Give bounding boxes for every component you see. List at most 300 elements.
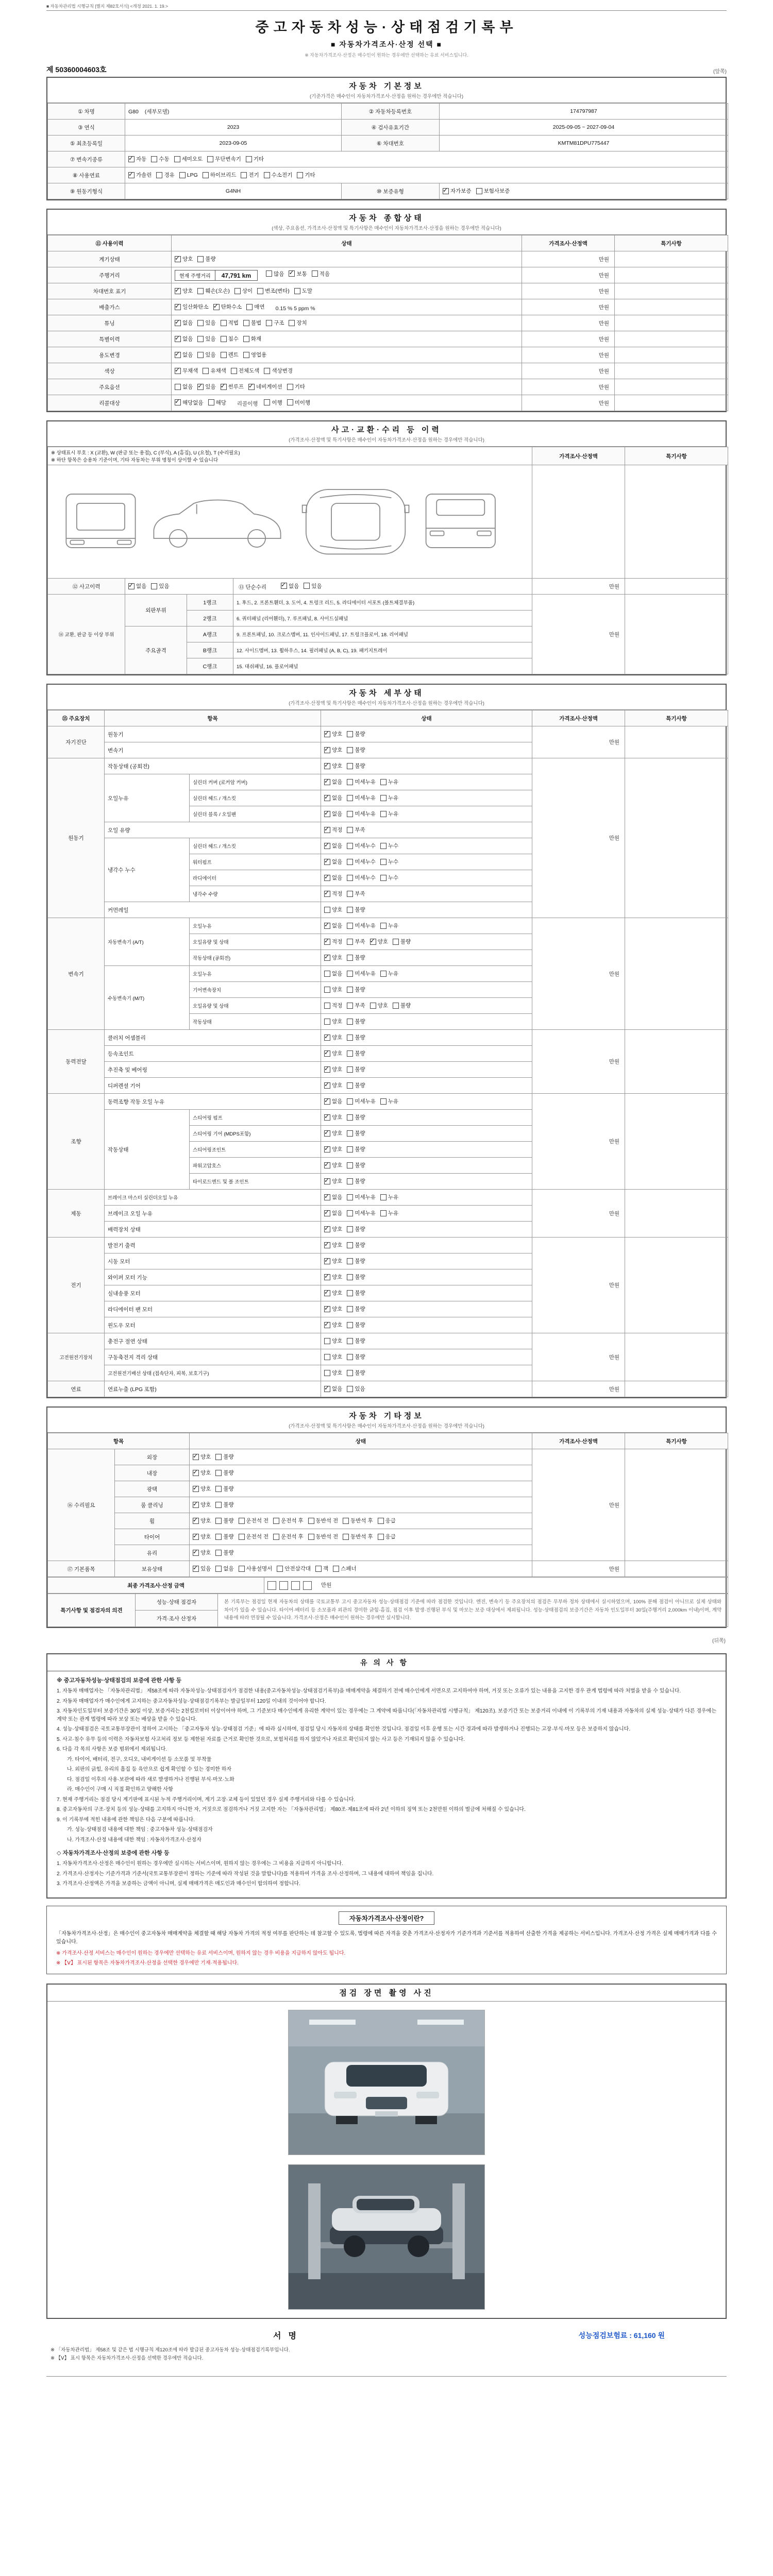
checkbox[interactable] bbox=[324, 1290, 330, 1296]
checkbox[interactable] bbox=[324, 1354, 330, 1360]
checkbox[interactable] bbox=[215, 1550, 222, 1556]
checkbox[interactable] bbox=[197, 352, 204, 358]
checkbox[interactable] bbox=[324, 1178, 330, 1184]
checkbox[interactable] bbox=[347, 1082, 353, 1089]
checkbox[interactable] bbox=[347, 1370, 353, 1376]
checkbox[interactable] bbox=[246, 304, 253, 310]
checkbox[interactable] bbox=[197, 320, 204, 326]
checkbox[interactable] bbox=[197, 384, 204, 390]
checkbox[interactable] bbox=[324, 827, 330, 833]
cell-text: C랭크 bbox=[203, 663, 217, 670]
checkbox[interactable] bbox=[215, 1470, 222, 1476]
checkbox[interactable] bbox=[193, 1518, 199, 1524]
checkbox-label: 불량 bbox=[355, 1242, 365, 1249]
checkbox[interactable] bbox=[266, 270, 272, 277]
checkbox-group bbox=[324, 1132, 370, 1138]
checkbox-item bbox=[175, 383, 193, 391]
notices-part1-title: ※ 중고자동차성능·상태점검의 보증에 관한 사항 등 bbox=[57, 1677, 182, 1684]
checkbox[interactable] bbox=[287, 399, 293, 405]
checkbox[interactable] bbox=[208, 399, 214, 405]
checkbox[interactable] bbox=[347, 1146, 353, 1153]
checkbox-item bbox=[324, 1129, 342, 1137]
checkbox[interactable] bbox=[324, 779, 330, 785]
signature-space[interactable] bbox=[304, 2329, 365, 2342]
checkbox[interactable] bbox=[378, 1518, 384, 1524]
section-note: (가격조사·산정액 및 특기사항은 매수인이 자동차가격조사·산정을 원하는 경우에만 적습니다) bbox=[289, 1423, 484, 1429]
label-cell bbox=[48, 151, 125, 167]
checkbox[interactable] bbox=[243, 352, 249, 358]
checkbox[interactable] bbox=[343, 1534, 349, 1540]
checkbox-item bbox=[380, 794, 398, 802]
checkbox-item bbox=[380, 810, 398, 818]
checkbox-label: 부족 bbox=[355, 939, 365, 945]
checkbox[interactable] bbox=[347, 747, 353, 753]
checkbox[interactable] bbox=[347, 939, 353, 945]
checkbox[interactable] bbox=[193, 1534, 199, 1540]
checkbox[interactable] bbox=[347, 795, 353, 801]
checkbox-item bbox=[289, 319, 307, 327]
checkbox[interactable] bbox=[347, 1035, 353, 1041]
status-cell bbox=[321, 1110, 532, 1126]
status-cell bbox=[190, 1529, 532, 1545]
checkbox-group bbox=[324, 749, 370, 755]
checkbox[interactable] bbox=[324, 747, 330, 753]
checkbox[interactable] bbox=[347, 1322, 353, 1328]
checkbox[interactable] bbox=[215, 1566, 222, 1572]
checkbox[interactable] bbox=[324, 971, 330, 977]
checkbox-item bbox=[287, 399, 310, 406]
checkbox-label: 해당없음 bbox=[182, 399, 204, 406]
checkbox[interactable] bbox=[370, 1003, 376, 1009]
checkbox-item bbox=[273, 1517, 304, 1524]
checkbox[interactable] bbox=[277, 1566, 283, 1572]
checkbox[interactable] bbox=[151, 583, 157, 589]
checkbox[interactable] bbox=[197, 336, 204, 342]
checkbox-label: 부족 bbox=[355, 827, 365, 834]
value-cell bbox=[190, 998, 321, 1014]
checkbox[interactable] bbox=[324, 1274, 330, 1280]
label-cell bbox=[48, 379, 172, 395]
checkbox-group bbox=[324, 844, 403, 851]
value-cell bbox=[105, 1206, 321, 1222]
checkbox[interactable] bbox=[333, 1566, 339, 1572]
cell-text: 자동변속기 (A/T) bbox=[108, 940, 144, 945]
checkbox-label: 미이행 bbox=[294, 399, 311, 406]
value-cell bbox=[105, 742, 321, 758]
checkbox[interactable] bbox=[324, 763, 330, 769]
checkbox[interactable] bbox=[347, 987, 353, 993]
checkbox-item bbox=[308, 1533, 339, 1540]
checkbox[interactable] bbox=[380, 923, 386, 929]
checkbox[interactable] bbox=[443, 188, 449, 194]
checkbox[interactable] bbox=[213, 304, 220, 310]
checkbox[interactable] bbox=[264, 172, 270, 178]
checkbox[interactable] bbox=[193, 1486, 199, 1492]
checkbox[interactable] bbox=[380, 859, 386, 865]
checkbox[interactable] bbox=[151, 156, 157, 162]
checkbox-group bbox=[221, 385, 310, 392]
checkbox[interactable] bbox=[287, 384, 293, 390]
checkbox-label: 불량 bbox=[223, 1454, 234, 1461]
checkbox[interactable] bbox=[294, 288, 300, 294]
checkbox[interactable] bbox=[347, 1306, 353, 1312]
checkbox[interactable] bbox=[324, 955, 330, 961]
checkbox-label: 훼손(오손) bbox=[205, 288, 230, 295]
checkbox[interactable] bbox=[347, 1210, 353, 1216]
checkbox[interactable] bbox=[324, 843, 330, 849]
checkbox[interactable] bbox=[281, 583, 287, 589]
checkbox[interactable] bbox=[347, 1178, 353, 1184]
label-cell bbox=[115, 1481, 190, 1497]
checkbox-group bbox=[239, 1567, 361, 1573]
checkbox[interactable] bbox=[257, 288, 263, 294]
checkbox[interactable] bbox=[347, 1114, 353, 1121]
checkbox-label: 양호 bbox=[332, 1338, 343, 1345]
label-cell bbox=[48, 1561, 115, 1577]
checkbox-item bbox=[324, 1225, 342, 1233]
table-row bbox=[48, 135, 728, 151]
checkbox[interactable] bbox=[239, 1518, 245, 1524]
checkbox-item bbox=[370, 1002, 388, 1009]
signature-label: 서명 bbox=[273, 2332, 304, 2341]
checkbox[interactable] bbox=[476, 188, 482, 194]
value-cell bbox=[532, 1094, 625, 1190]
checkbox-label: 미세누유 bbox=[355, 795, 376, 802]
label-cell bbox=[48, 363, 172, 379]
amount-box[interactable] bbox=[279, 1581, 288, 1590]
checkbox[interactable] bbox=[239, 1534, 245, 1540]
checkbox[interactable] bbox=[215, 1518, 222, 1524]
checkbox[interactable] bbox=[324, 923, 330, 929]
checkbox[interactable] bbox=[380, 1194, 386, 1200]
checkbox[interactable] bbox=[380, 811, 386, 817]
checkbox[interactable] bbox=[347, 859, 353, 865]
status-cell bbox=[321, 1381, 532, 1397]
checkbox-label: 응급 bbox=[385, 1534, 396, 1540]
checkbox[interactable] bbox=[197, 288, 204, 294]
checkbox[interactable] bbox=[347, 1274, 353, 1280]
checkbox-label: 기타 bbox=[253, 156, 264, 163]
checkbox-label: 양호 bbox=[332, 1019, 343, 1025]
checkbox[interactable] bbox=[347, 891, 353, 897]
checkbox[interactable] bbox=[324, 1035, 330, 1041]
checkbox[interactable] bbox=[324, 1130, 330, 1137]
bottom-rule bbox=[46, 2376, 727, 2377]
checkbox[interactable] bbox=[221, 384, 227, 390]
checkbox-group bbox=[324, 1180, 370, 1186]
checkbox[interactable] bbox=[324, 875, 330, 881]
checkbox[interactable] bbox=[175, 336, 181, 342]
checkbox[interactable] bbox=[380, 1210, 386, 1216]
checkbox[interactable] bbox=[175, 288, 181, 294]
checkbox[interactable] bbox=[347, 1098, 353, 1105]
checkbox[interactable] bbox=[324, 907, 330, 913]
value-cell bbox=[615, 283, 728, 299]
checkbox[interactable] bbox=[324, 1003, 330, 1009]
value-cell bbox=[625, 918, 728, 1030]
cell-text: 오일누유 bbox=[193, 972, 212, 977]
checkbox[interactable] bbox=[324, 1210, 330, 1216]
checkbox[interactable] bbox=[273, 1534, 279, 1540]
cell-text: ③ 연식 bbox=[78, 124, 95, 131]
checkbox[interactable] bbox=[324, 939, 330, 945]
checkbox[interactable] bbox=[324, 795, 330, 801]
checkbox[interactable] bbox=[347, 827, 353, 833]
checkbox[interactable] bbox=[324, 1098, 330, 1105]
checkbox-group bbox=[193, 1535, 239, 1541]
checkbox[interactable] bbox=[347, 1194, 353, 1200]
checkbox[interactable] bbox=[175, 320, 181, 326]
cell-text: KMTM81DPU775447 bbox=[558, 140, 610, 146]
value-cell bbox=[532, 1333, 625, 1381]
checkbox[interactable] bbox=[207, 156, 213, 162]
checkbox[interactable] bbox=[324, 891, 330, 897]
checkbox[interactable] bbox=[193, 1502, 199, 1508]
checkbox-label: 미세누수 bbox=[355, 875, 376, 882]
checkbox[interactable] bbox=[347, 1019, 353, 1025]
checkbox[interactable] bbox=[175, 352, 181, 358]
checkbox[interactable] bbox=[234, 288, 241, 294]
inspection-photo-front bbox=[288, 2010, 485, 2155]
checkbox[interactable] bbox=[324, 1370, 330, 1376]
status-cell bbox=[321, 1269, 532, 1285]
value-cell bbox=[522, 299, 615, 315]
checkbox-item bbox=[347, 1369, 365, 1377]
checkbox[interactable] bbox=[324, 1338, 330, 1344]
value-cell bbox=[522, 267, 615, 283]
checkbox[interactable] bbox=[347, 1050, 353, 1057]
checkbox[interactable] bbox=[243, 336, 249, 342]
checkbox[interactable] bbox=[324, 1146, 330, 1153]
checkbox[interactable] bbox=[347, 1003, 353, 1009]
checkbox[interactable] bbox=[203, 172, 209, 178]
checkbox[interactable] bbox=[175, 304, 181, 310]
checkbox[interactable] bbox=[315, 1566, 322, 1572]
checkbox[interactable] bbox=[128, 172, 135, 178]
cell-text: 만원 bbox=[609, 1354, 620, 1361]
label-cell bbox=[48, 758, 105, 918]
checkbox[interactable] bbox=[221, 336, 227, 342]
checkbox-item bbox=[347, 842, 376, 850]
section-title: 자동차 세부상태 bbox=[349, 689, 424, 698]
checkbox[interactable] bbox=[215, 1534, 222, 1540]
status-cell bbox=[321, 1158, 532, 1174]
checkbox[interactable] bbox=[347, 1130, 353, 1137]
checkbox[interactable] bbox=[380, 875, 386, 881]
checkbox[interactable] bbox=[175, 384, 181, 390]
checkbox[interactable] bbox=[174, 156, 180, 162]
checkbox[interactable] bbox=[193, 1566, 199, 1572]
checkbox[interactable] bbox=[370, 939, 376, 945]
checkbox[interactable] bbox=[324, 1226, 330, 1232]
checkbox[interactable] bbox=[380, 971, 386, 977]
value-cell bbox=[532, 1561, 625, 1577]
checkbox[interactable] bbox=[324, 1194, 330, 1200]
cell-text: 만원 bbox=[609, 1566, 620, 1572]
checkbox[interactable] bbox=[324, 1082, 330, 1089]
checkbox[interactable] bbox=[347, 731, 353, 737]
checkbox[interactable] bbox=[343, 1518, 349, 1524]
cell-text: 주요골격 bbox=[145, 647, 166, 654]
checkbox[interactable] bbox=[193, 1470, 199, 1476]
checkbox[interactable] bbox=[248, 384, 255, 390]
checkbox[interactable] bbox=[378, 1534, 384, 1540]
checkbox[interactable] bbox=[197, 256, 204, 262]
value-cell bbox=[190, 854, 321, 870]
checkbox[interactable] bbox=[324, 859, 330, 865]
checkbox[interactable] bbox=[347, 843, 353, 849]
checkbox[interactable] bbox=[380, 1098, 386, 1105]
checkbox[interactable] bbox=[324, 1066, 330, 1073]
cell-text: 만원 bbox=[598, 256, 609, 263]
checkbox[interactable] bbox=[347, 1226, 353, 1232]
checkbox[interactable] bbox=[324, 1114, 330, 1121]
value-cell bbox=[105, 1349, 321, 1365]
checkbox[interactable] bbox=[347, 779, 353, 785]
checkbox[interactable] bbox=[380, 779, 386, 785]
checkbox[interactable] bbox=[179, 172, 186, 178]
checkbox[interactable] bbox=[347, 875, 353, 881]
checkbox[interactable] bbox=[324, 1050, 330, 1057]
checkbox-item bbox=[193, 1453, 211, 1461]
checkbox-label: 양호 bbox=[332, 731, 343, 738]
checkbox[interactable] bbox=[347, 1066, 353, 1073]
amount-box[interactable] bbox=[267, 1581, 276, 1590]
car-damage-diagram-cell bbox=[48, 465, 532, 579]
section-note: (기준가격은 매수인이 자동차가격조사·산정을 원하는 경우에만 적습니다) bbox=[310, 94, 463, 99]
checkbox[interactable] bbox=[193, 1454, 199, 1460]
checkbox[interactable] bbox=[241, 172, 247, 178]
value-cell bbox=[522, 283, 615, 299]
checkbox[interactable] bbox=[347, 1354, 353, 1360]
checkbox[interactable] bbox=[215, 1486, 222, 1492]
checkbox[interactable] bbox=[380, 795, 386, 801]
value-cell bbox=[625, 1238, 728, 1333]
checkbox-label: 양호 bbox=[332, 1354, 343, 1361]
checkbox[interactable] bbox=[312, 270, 318, 277]
checkbox[interactable] bbox=[175, 399, 181, 405]
checkbox-label: 양호 bbox=[332, 1258, 343, 1265]
section-note: (색상, 주요옵션, 가격조사·산정액 및 특기사항은 매수인이 자동차가격조사·산정을 원하는 경우에만 적습니다) bbox=[272, 226, 501, 231]
checkbox-label: 양호 bbox=[200, 1534, 211, 1540]
checkbox[interactable] bbox=[308, 1534, 314, 1540]
checkbox[interactable] bbox=[193, 1550, 199, 1556]
label-cell bbox=[187, 595, 233, 611]
checkbox[interactable] bbox=[324, 731, 330, 737]
photo-front-graphic bbox=[289, 2010, 484, 2155]
checkbox[interactable] bbox=[324, 987, 330, 993]
checkbox[interactable] bbox=[239, 1566, 245, 1572]
amount-box[interactable] bbox=[303, 1581, 312, 1590]
checkbox[interactable] bbox=[324, 1386, 330, 1392]
checkbox[interactable] bbox=[156, 172, 162, 178]
checkbox-label: 렌트 bbox=[228, 352, 239, 359]
checkbox[interactable] bbox=[215, 1502, 222, 1508]
checkbox[interactable] bbox=[347, 923, 353, 929]
checkbox-label: 장치 bbox=[296, 320, 307, 327]
table-row bbox=[48, 1449, 728, 1465]
checkbox[interactable] bbox=[393, 1003, 399, 1009]
checkbox[interactable] bbox=[347, 811, 353, 817]
checkbox[interactable] bbox=[347, 1162, 353, 1168]
checkbox[interactable] bbox=[289, 320, 295, 326]
checkbox-label: 경유 bbox=[164, 172, 175, 179]
checkbox-item bbox=[347, 826, 365, 834]
checkbox[interactable] bbox=[324, 1322, 330, 1328]
status-cell bbox=[321, 966, 532, 982]
checkbox[interactable] bbox=[347, 1242, 353, 1248]
checkbox[interactable] bbox=[215, 1454, 222, 1460]
checkbox[interactable] bbox=[347, 971, 353, 977]
checkbox-label: 양호 bbox=[332, 763, 343, 770]
checkbox[interactable] bbox=[324, 1258, 330, 1264]
checkbox[interactable] bbox=[324, 1162, 330, 1168]
basic-info-header bbox=[47, 78, 726, 103]
checkbox-item bbox=[193, 1485, 211, 1493]
checkbox[interactable] bbox=[347, 1386, 353, 1392]
checkbox[interactable] bbox=[347, 1338, 353, 1344]
checkbox[interactable] bbox=[324, 1019, 330, 1025]
checkbox[interactable] bbox=[243, 320, 249, 326]
checkbox[interactable] bbox=[347, 955, 353, 961]
checkbox[interactable] bbox=[347, 763, 353, 769]
checkbox[interactable] bbox=[347, 1258, 353, 1264]
checkbox[interactable] bbox=[246, 156, 252, 162]
table-row bbox=[48, 595, 728, 611]
checkbox-label: 없음 bbox=[223, 1566, 234, 1572]
checkbox[interactable] bbox=[231, 368, 237, 374]
notices-body bbox=[47, 1676, 726, 1888]
amount-box[interactable] bbox=[291, 1581, 300, 1590]
checkbox-item bbox=[347, 922, 376, 929]
inspection-validity-value bbox=[440, 120, 728, 135]
checkbox[interactable] bbox=[308, 1518, 314, 1524]
checkbox[interactable] bbox=[347, 907, 353, 913]
checkbox[interactable] bbox=[324, 1242, 330, 1248]
label-cell bbox=[48, 251, 172, 267]
checkbox-item bbox=[231, 367, 260, 375]
value-cell bbox=[522, 315, 615, 331]
checkbox[interactable] bbox=[128, 583, 135, 589]
label-cell bbox=[48, 283, 172, 299]
checkbox-group bbox=[324, 733, 370, 739]
cell-text: 유리 bbox=[146, 1550, 158, 1556]
checkbox[interactable] bbox=[175, 256, 181, 262]
checkbox[interactable] bbox=[221, 320, 227, 326]
checkbox[interactable] bbox=[273, 1518, 279, 1524]
status-cell bbox=[321, 790, 532, 806]
value-cell bbox=[615, 379, 728, 395]
checkbox[interactable] bbox=[264, 368, 270, 374]
checkbox[interactable] bbox=[380, 843, 386, 849]
checkbox[interactable] bbox=[304, 583, 310, 589]
checkbox[interactable] bbox=[289, 270, 295, 277]
checkbox[interactable] bbox=[128, 156, 135, 162]
checkbox[interactable] bbox=[266, 320, 272, 326]
cell-text: 만원 bbox=[609, 835, 620, 841]
checkbox[interactable] bbox=[324, 811, 330, 817]
checkbox[interactable] bbox=[347, 1290, 353, 1296]
checkbox[interactable] bbox=[297, 172, 303, 178]
checkbox[interactable] bbox=[221, 352, 227, 358]
checkbox-label: 없음 bbox=[332, 1098, 343, 1105]
checkbox[interactable] bbox=[393, 939, 399, 945]
checkbox[interactable] bbox=[203, 368, 209, 374]
checkbox[interactable] bbox=[175, 368, 181, 374]
checkbox[interactable] bbox=[324, 1306, 330, 1312]
checkbox[interactable] bbox=[264, 399, 270, 405]
checkbox-group bbox=[324, 1068, 370, 1074]
